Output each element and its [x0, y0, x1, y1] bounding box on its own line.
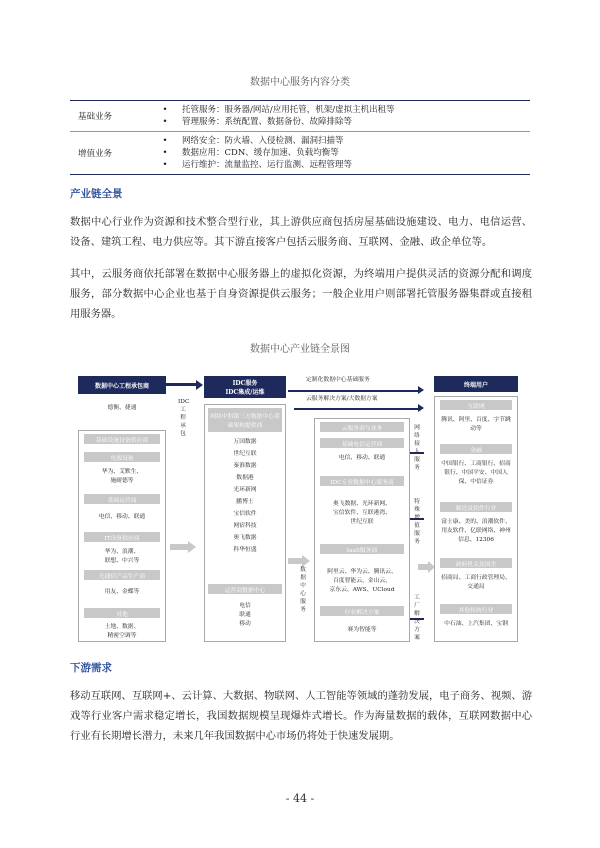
- arrow-head: [418, 404, 424, 412]
- label-net: 网络接入服务: [414, 425, 420, 471]
- company: 光环新网: [233, 487, 257, 493]
- paragraph: 移动互联网、互联网+、云计算、大数据、物联网、人工智能等领域的蓬勃发展，电子商务、视频、游戏等行业客户需求稳定增长，我国数据规模呈现爆炸式增长。作为海量数据的载体，互联网数据中心行业有长期增长潜力，未来几年我国数据中心市场仍将处于快速发展期。: [70, 690, 532, 742]
- group-text: 阿里云、华为云、腾讯云、 百度智能云、金山云、 京东云、AWS、UCloud: [327, 569, 397, 593]
- label-dc-service: 数据中心服务: [300, 567, 306, 613]
- group-text: 用友、金蝶等: [104, 589, 140, 595]
- col2-sub-header2: 运营商数据中心: [208, 584, 282, 594]
- group-text: 电信、移动、联通: [338, 455, 386, 461]
- group-text: 电信、移动、联通: [98, 514, 146, 520]
- section-title-industry-chain: 产业链全景: [70, 188, 123, 200]
- group-title: 基础电信运营商: [320, 438, 404, 448]
- classification-group: [70, 101, 530, 132]
- group-title: 电源设备: [84, 452, 160, 462]
- group-text: 腾讯、阿里、百度、字节跳动等: [441, 417, 511, 432]
- label-factory: 工厂解决方案: [414, 595, 420, 641]
- item-text: 托管服务：服务器/网站/应用托管，机架/虚拟主机出租等: [182, 105, 395, 115]
- company: 网宿科技: [233, 523, 257, 529]
- col2-sub-header: 网络中科第三方数据中心基础架构提供商: [208, 408, 282, 432]
- item-text: 管理服务：系统配置、数据备份、故障排除等: [182, 117, 353, 127]
- classification-table: [70, 100, 530, 175]
- operator: 联通: [239, 612, 251, 618]
- arrow-shaft: [166, 383, 196, 386]
- arrow-shaft: [294, 408, 418, 410]
- group-title: 光通信产品生产商: [84, 570, 160, 580]
- company: 奥飞数据: [233, 535, 257, 541]
- col2-header: [204, 376, 286, 398]
- group-text: 华为、浪潮、 联想、中兴等: [104, 549, 140, 564]
- section-title-downstream: 下游需求: [70, 662, 112, 674]
- group-name: 基础业务: [78, 112, 113, 122]
- group-title: 云服务商与业务: [320, 422, 404, 432]
- group-text: 华为、艾默生、 施耐德等: [101, 469, 143, 484]
- company: 数据港: [236, 475, 254, 481]
- group-title: 制造及软件行业: [440, 502, 512, 512]
- bullet: •: [162, 105, 168, 115]
- group-title: IT设备供应商: [84, 532, 160, 542]
- bullet: •: [162, 148, 168, 158]
- company: 鹏博士: [236, 499, 254, 505]
- group-text: 赛为智能等: [347, 627, 377, 633]
- col2-list2: [208, 602, 282, 629]
- page-number: - 44 -: [285, 792, 315, 805]
- item-text: 网络安全：防火墙、入侵检测、漏洞扫描等: [182, 136, 344, 146]
- paragraph: 数据中心行业作为资源和技术整合型行业，其上游供应商包括房屋基础设施建设、电力、电信运营、设备、建筑工程、电力供应等。其下游直接客户包括云服务商、互联网、金融、政企单位等。: [70, 216, 532, 248]
- arrow-head: [188, 541, 196, 553]
- operator: 电信: [239, 603, 251, 609]
- group-title: IDC专业数据中心服务商: [320, 476, 404, 486]
- arrow-shaft: [170, 544, 188, 550]
- company: 秦淮数据: [233, 463, 257, 469]
- arrow-shaft: [288, 390, 418, 392]
- col1-sub-header: 基础设施设备供应商: [84, 434, 160, 444]
- diagram-title: 数据中心产业链全景图: [250, 344, 350, 355]
- col2-header2: IDC集成/运维: [225, 389, 265, 396]
- company: 世纪互联: [233, 451, 257, 457]
- label-custom: 定制化数据中心基础服务: [306, 377, 370, 383]
- label-special: 特殊增值服务: [414, 499, 420, 545]
- group-text: 土地、数据、 精密空调等: [104, 624, 140, 639]
- table-title: 数据中心服务内容分类: [250, 77, 350, 88]
- operator: 移动: [239, 621, 251, 627]
- label-cloud-plan: 云服务解决方案/大数据方案: [306, 396, 378, 402]
- col1-header: 数据中心工程承包商: [78, 376, 166, 394]
- group-text: 富士康、美的、浪潮软件、用友软件、亿联网络、神州信息、12306: [441, 519, 511, 543]
- company: 科华恒盛: [233, 547, 257, 553]
- arrow-shaft: [418, 564, 428, 570]
- col2-list: [208, 438, 282, 555]
- group-title: 其他传统行业: [440, 604, 512, 614]
- paragraph: 其中，云服务商依托部署在数据中心服务器上的虚拟化资源，为终端用户提供灵活的资源分配和调度服务，部分数据中心企业也基于自身资源提供云服务；一般企业用户则部署托管服务器集群或直接租用服务器。: [70, 268, 532, 320]
- bullet: •: [162, 160, 168, 170]
- group-text: 招商局、工商行政管理局、交通局: [441, 575, 511, 590]
- col2-header1: IDC服务: [232, 380, 258, 387]
- classification-group: [70, 132, 530, 174]
- group-title: 互联网: [440, 400, 512, 410]
- industry-chain-diagram: [70, 368, 532, 648]
- group-title: 基础运营商: [84, 494, 160, 504]
- group-title: 其他: [84, 608, 160, 618]
- group-title: 金融: [440, 444, 512, 454]
- group-title: IaaS服务商: [320, 544, 404, 554]
- arrow-shaft: [288, 558, 302, 564]
- group-title: 政府机关及国企: [440, 558, 512, 568]
- bullet: •: [162, 117, 168, 127]
- bullet: •: [162, 136, 168, 146]
- col1-header-text: 德衡、捷通: [107, 405, 137, 411]
- item-text: 数据应用：CDN、缓存加速、负载均衡等: [182, 148, 339, 158]
- company: 万国数据: [233, 439, 257, 445]
- group-title: 行业解决方案: [320, 606, 404, 616]
- group-text: 中石油、上汽集团、宝钢: [444, 621, 508, 627]
- label-idc: IDC工程承包: [178, 399, 190, 437]
- arrow-head: [418, 386, 424, 394]
- group-text: 奥飞数据、光环新网、 宝信软件、互联港湾、 世纪互联: [333, 501, 391, 525]
- col4-header: 终端用户: [434, 376, 518, 392]
- group-name: 增值业务: [78, 149, 113, 159]
- company: 宝信软件: [233, 511, 257, 517]
- arrow-head: [196, 380, 203, 390]
- item-text: 运行维护：流量监控、运行监测、远程管理等: [182, 160, 353, 170]
- group-text: 中国银行、工商银行、招商银行、中国平安、中国人保、中信证券: [441, 461, 511, 485]
